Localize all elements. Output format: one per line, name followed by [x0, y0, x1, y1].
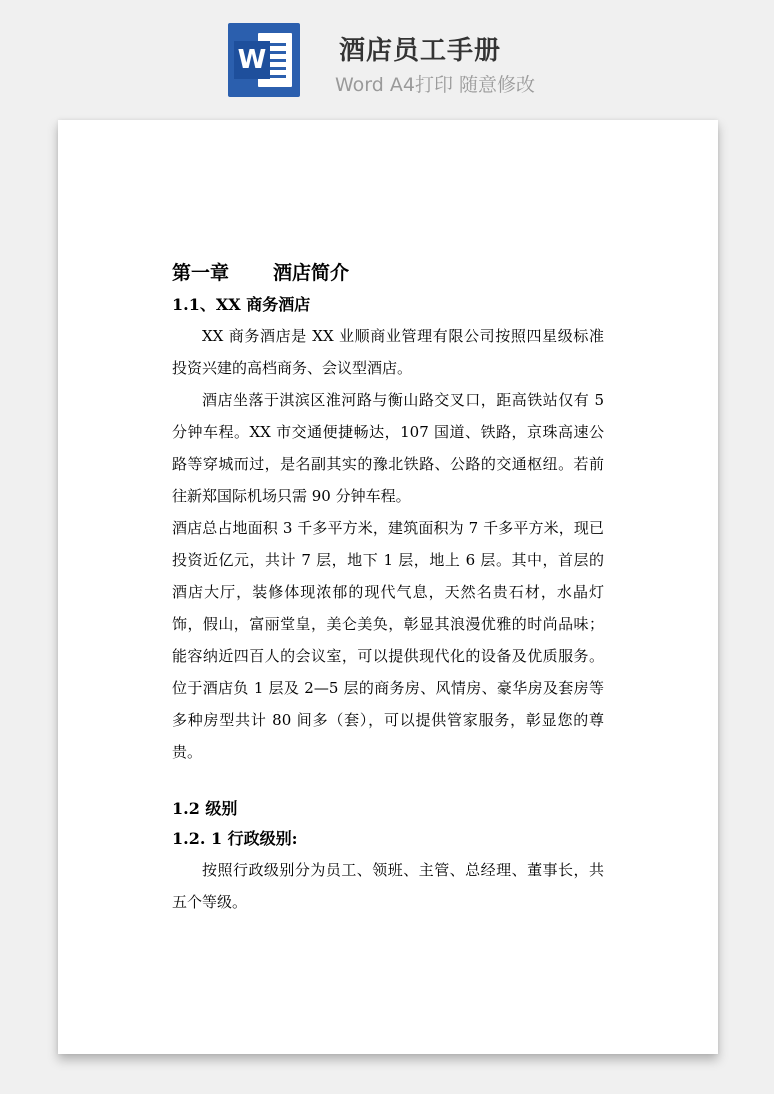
paragraph-hotel-intro: XX 商务酒店是 XX 业顺商业管理有限公司按照四星级标准投资兴建的高档商务、会议型酒店。 [172, 327, 604, 377]
promo-header [0, 0, 774, 110]
paragraph-hotel-facilities: 酒店总占地面积 3 千多平方米，建筑面积为 7 千多平方米，现已投资近亿元，共计 7 层，地下 1 层，地上 6 层。其中，首层的酒店大厅，装修体现浓郁的现代气息，天然名贵石材，水晶灯饰，假山，富丽堂皇，美仑美奂，彰显其浪漫优雅的时尚品味；能容纳近四百人的会议室，可以提供现代化的设备及优质服务。位于酒店负 1 层及 2—5 层的商务房、风情房、豪华房及套房等多种房型共计 80 间多（套），可以提供管家服务，彰显您的尊贵。 [172, 519, 604, 761]
chapter-heading [172, 256, 604, 290]
word-document-icon [228, 23, 300, 97]
paragraph-hotel-location: 酒店坐落于淇滨区淮河路与衡山路交叉口，距高铁站仅有 5 分钟车程。XX 市交通便捷畅达，107 国道、铁路，京珠高速公路等穿城而过，是名副其实的豫北铁路、公路的交通枢纽。若前往新郑国际机场只需 90 分钟车程。 [172, 391, 604, 505]
header-subtitle: Word A4打印 随意修改 [334, 74, 535, 96]
paragraph-admin-levels: 按照行政级别分为员工、领班、主管、总经理、董事长，共五个等级。 [172, 861, 604, 911]
chapter-number: 第一章 [172, 262, 230, 284]
section-heading-1-1: 1.1、XX 商务酒店 [172, 295, 311, 314]
chapter-title: 酒店简介 [273, 262, 350, 284]
document-page [58, 120, 718, 1054]
word-logo-letter: W [234, 41, 270, 79]
section-heading-1-2: 1.2 级别 [172, 799, 238, 818]
document-content [172, 256, 604, 918]
header-title: 酒店员工手册 [338, 36, 501, 66]
subsection-heading-1-2-1: 1.2. 1 行政级别: [172, 829, 298, 848]
